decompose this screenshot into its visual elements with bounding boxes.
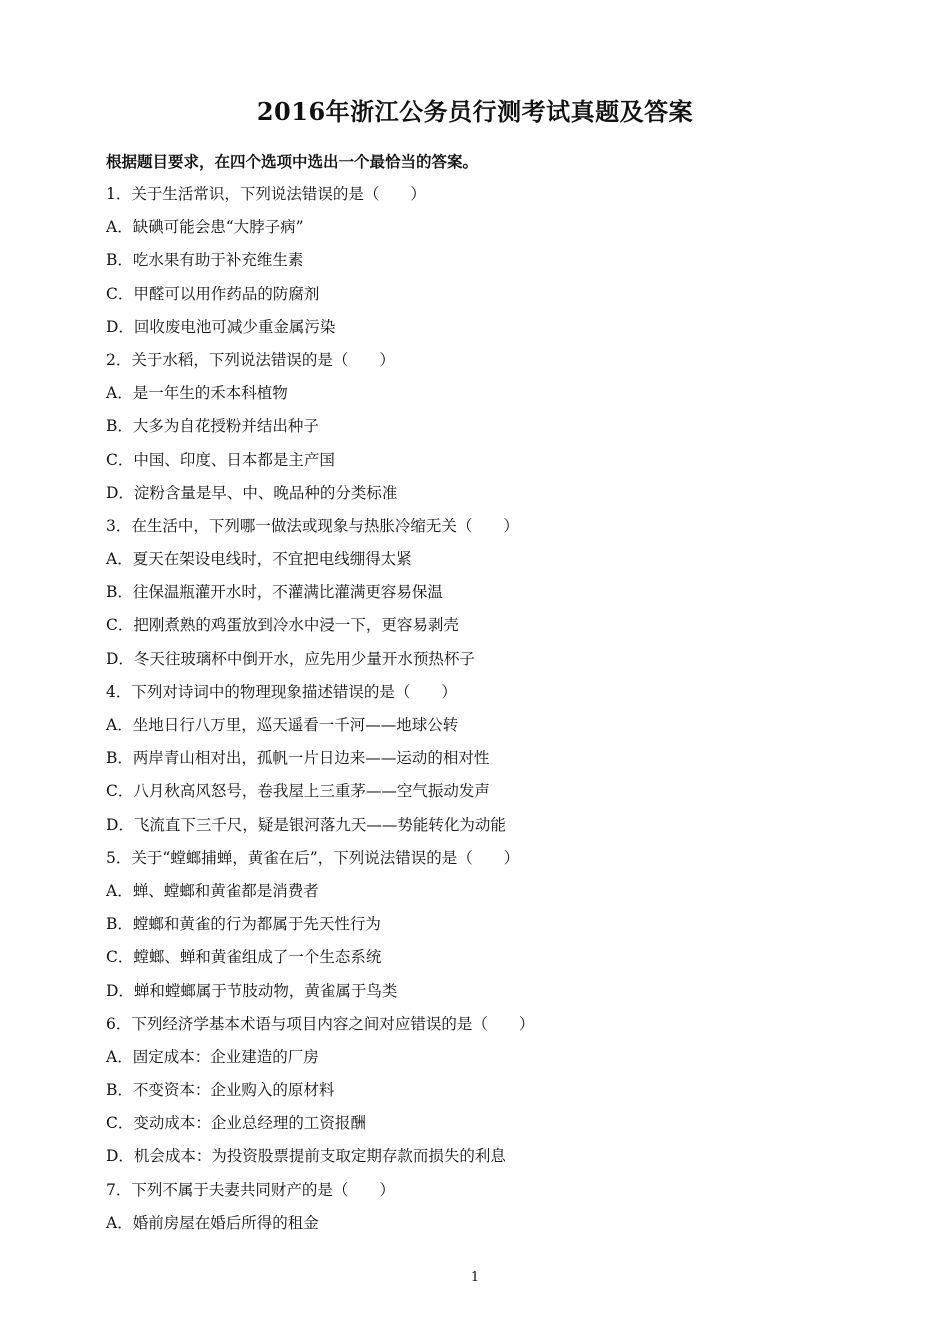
question-4-option-c: C．八月秋高风怒号，卷我屋上三重茅——空气振动发声 — [106, 782, 490, 801]
question-2-stem: 2．关于水稻，下列说法错误的是（ ） — [106, 350, 395, 369]
question-5-stem: 5．关于“螳螂捕蝉，黄雀在后”，下列说法错误的是（ ） — [106, 848, 520, 867]
question-6-option-c: C．变动成本：企业总经理的工资报酬 — [106, 1114, 366, 1133]
question-4-option-d: D．飞流直下三千尺，疑是银河落九天——势能转化为动能 — [106, 815, 506, 834]
question-1-option-d: D．回收废电池可减少重金属污染 — [106, 317, 336, 336]
question-3-option-a: A．夏天在架设电线时，不宜把电线绷得太紧 — [106, 550, 412, 569]
question-4-option-a: A．坐地日行八万里，巡天遥看一千河——地球公转 — [106, 716, 459, 734]
question-2-option-c: C．中国、印度、日本都是主产国 — [106, 450, 335, 469]
page-number: 1 — [470, 1270, 480, 1285]
question-3-option-c: C．把刚煮熟的鸡蛋放到冷水中浸一下，更容易剥壳 — [106, 616, 459, 635]
question-1-stem: 1．关于生活常识，下列说法错误的是（ ） — [106, 185, 426, 203]
question-list — [106, 181, 534, 1243]
question-6-option-d: D．机会成本：为投资股票提前支取定期存款而损失的利息 — [106, 1147, 506, 1166]
question-3-option-b: B．往保温瓶灌开水时，不灌满比灌满更容易保温 — [106, 583, 443, 602]
question-5-option-b: B．螳螂和黄雀的行为都属于先天性行为 — [106, 915, 381, 934]
question-5-option-d: D．蝉和螳螂属于节肢动物，黄雀属于鸟类 — [106, 981, 398, 1000]
question-4-option-b: B．两岸青山相对出，孤帆一片日边来——运动的相对性 — [106, 749, 490, 768]
question-2-option-d: D．淀粉含量是早、中、晚品种的分类标准 — [106, 483, 398, 502]
question-2-option-a: A．是一年生的禾本科植物 — [106, 384, 288, 403]
question-3-option-d: D．冬天往玻璃杯中倒开水，应先用少量开水预热杯子 — [106, 649, 475, 668]
question-6-option-b: B．不变资本：企业购入的原材料 — [106, 1081, 335, 1100]
question-6-stem: 6．下列经济学基本术语与项目内容之间对应错误的是（ ） — [106, 1014, 535, 1033]
question-1-option-a: A．缺碘可能会患“大脖子病” — [106, 218, 304, 237]
document-title: 2016年浙江公务员行测考试真题及答案 — [256, 97, 694, 126]
instruction-text: 根据题目要求，在四个选项中选出一个最恰当的答案。 — [106, 152, 479, 171]
question-5-option-a: A．蝉、螳螂和黄雀都是消费者 — [106, 881, 319, 900]
question-5-option-c: C．螳螂、蝉和黄雀组成了一个生态系统 — [106, 948, 382, 967]
question-7-option-a: A．婚前房屋在婚后所得的租金 — [106, 1213, 319, 1232]
question-2-option-b: B．大多为自花授粉并结出种子 — [106, 417, 319, 436]
question-1-option-b: B．吃水果有助于补充维生素 — [106, 251, 304, 270]
question-3-stem: 3．在生活中，下列哪一做法或现象与热胀冷缩无关（ ） — [106, 516, 519, 535]
question-7-stem: 7．下列不属于夫妻共同财产的是（ ） — [106, 1180, 395, 1199]
question-1-option-c: C．甲醛可以用作药品的防腐剂 — [106, 284, 320, 303]
question-6-option-a: A．固定成本：企业建造的厂房 — [106, 1047, 319, 1066]
question-4-stem: 4．下列对诗词中的物理现象描述错误的是（ ） — [106, 682, 457, 701]
